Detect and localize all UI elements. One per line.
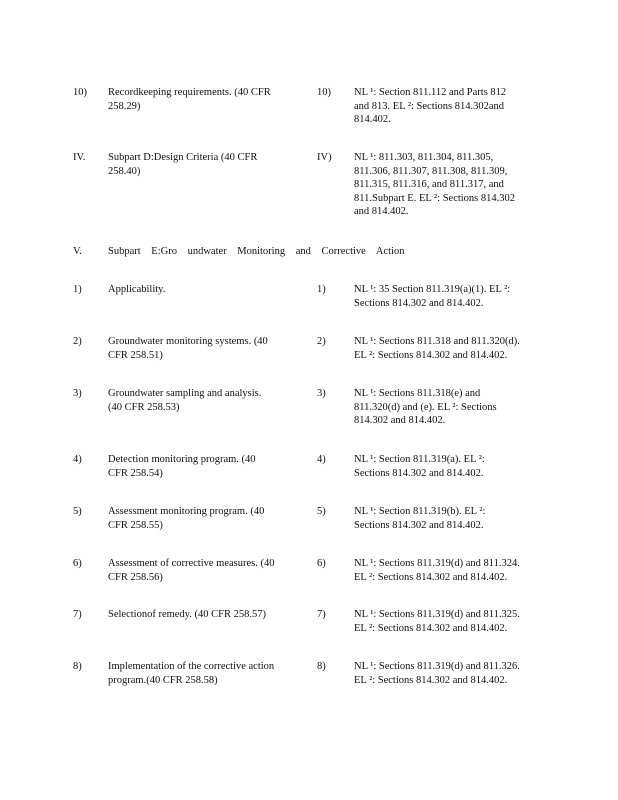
- item-description: [108, 557, 296, 584]
- item-reference: [354, 387, 536, 428]
- reference-number: 2): [317, 336, 326, 347]
- item-description: [108, 387, 296, 414]
- reference-line: NL ¹: Sections 811.319(d) and 811.326.: [354, 661, 520, 672]
- reference-line: Sections 814.302 and 814.402.: [354, 519, 484, 531]
- description-line: CFR 258.55): [108, 519, 163, 531]
- description-line: Recordkeeping requirements. (40 CFR: [108, 87, 271, 98]
- item-description: [108, 151, 296, 178]
- description-line: 258.29): [108, 100, 141, 112]
- description-line: Groundwater monitoring systems. (40: [108, 336, 268, 347]
- reference-line: 811.320(d) and (e). EL ²: Sections: [354, 401, 497, 413]
- description-line: CFR 258.54): [108, 467, 163, 479]
- description-line: program.(40 CFR 258.58): [108, 674, 218, 686]
- reference-number: 3): [317, 388, 326, 399]
- item-number: 5): [73, 506, 82, 517]
- reference-number: 10): [317, 87, 331, 98]
- description-line: (40 CFR 258.53): [108, 401, 180, 413]
- item-number: 1): [73, 284, 82, 295]
- description-line: Groundwater sampling and analysis.: [108, 388, 262, 399]
- reference-line: 811.315, 811.316, and 811.317, and: [354, 179, 504, 190]
- reference-line: NL ¹: 35 Section 811.319(a)(1). EL ²:: [354, 284, 511, 295]
- reference-line: 811.306, 811.307, 811.308, 811.309,: [354, 165, 508, 177]
- item-reference: [354, 505, 536, 532]
- description-line: Detection monitoring program. (40: [108, 454, 256, 465]
- reference-line: EL ²: Sections 814.302 and 814.402.: [354, 622, 508, 634]
- item-number: IV.: [73, 152, 86, 163]
- item-reference: [354, 151, 536, 219]
- item-description: [108, 660, 296, 687]
- item-description: [108, 283, 296, 297]
- description-line: 258.40): [108, 165, 141, 177]
- reference-line: 811.Subpart E. EL ²: Sections 814.302: [354, 192, 516, 204]
- reference-number: 6): [317, 558, 326, 569]
- reference-line: and 813. EL ²: Sections 814.302and: [354, 100, 505, 112]
- description-line: Selectionof remedy. (40 CFR 258.57): [108, 609, 266, 620]
- reference-number: 1): [317, 284, 326, 295]
- reference-line: NL ¹: 811.303, 811.304, 811.305,: [354, 152, 494, 163]
- item-description: [108, 335, 296, 362]
- reference-number: 4): [317, 454, 326, 465]
- reference-line: EL ²: Sections 814.302 and 814.402.: [354, 349, 508, 361]
- item-description: [108, 608, 296, 622]
- item-number: V.: [73, 246, 82, 257]
- item-description: [108, 453, 296, 480]
- item-description: [108, 505, 296, 532]
- item-description: [108, 86, 296, 113]
- reference-line: Sections 814.302 and 814.402.: [354, 467, 484, 479]
- reference-line: NL ¹: Sections 811.319(d) and 811.325.: [354, 609, 520, 620]
- reference-line: NL ¹: Sections 811.319(d) and 811.324.: [354, 558, 520, 569]
- item-reference: [354, 453, 536, 480]
- description-line: Subpart D:Design Criteria (40 CFR: [108, 152, 258, 163]
- item-reference: [354, 283, 536, 310]
- reference-line: NL ¹: Section 811.319(a). EL ²:: [354, 454, 485, 465]
- description-line: Applicability.: [108, 284, 166, 295]
- reference-line: 814.302 and 814.402.: [354, 415, 446, 426]
- description-line: CFR 258.51): [108, 349, 163, 361]
- description-line: Assessment of corrective measures. (40: [108, 558, 275, 569]
- item-number: 4): [73, 454, 82, 465]
- reference-line: NL ¹: Section 811.319(b). EL ²:: [354, 506, 486, 517]
- item-reference: [354, 557, 536, 584]
- item-number: 6): [73, 558, 82, 569]
- item-reference: [354, 86, 536, 127]
- reference-line: NL ¹: Sections 811.318 and 811.320(d).: [354, 336, 520, 347]
- item-reference: [354, 608, 536, 635]
- item-reference: [354, 660, 536, 687]
- item-number: 7): [73, 609, 82, 620]
- reference-number: 8): [317, 661, 326, 672]
- reference-number: IV): [317, 152, 332, 163]
- reference-line: NL ¹: Section 811.112 and Parts 812: [354, 87, 507, 98]
- description-line: Assessment monitoring program. (40: [108, 506, 265, 517]
- description-line: Implementation of the corrective action: [108, 661, 275, 672]
- description-line: CFR 258.56): [108, 571, 163, 583]
- item-number: 10): [73, 87, 87, 98]
- reference-line: EL ²: Sections 814.302 and 814.402.: [354, 571, 508, 583]
- reference-line: 814.402.: [354, 114, 391, 125]
- reference-line: Sections 814.302 and 814.402.: [354, 297, 484, 309]
- item-reference: [354, 335, 536, 362]
- item-number: 2): [73, 336, 82, 347]
- reference-line: and 814.402.: [354, 206, 409, 217]
- reference-number: 7): [317, 609, 326, 620]
- reference-line: EL ²: Sections 814.302 and 814.402.: [354, 674, 508, 686]
- section-heading: Subpart E:Gro undwater Monitoring and Corrective Action: [108, 246, 405, 257]
- item-number: 8): [73, 661, 82, 672]
- reference-number: 5): [317, 506, 326, 517]
- reference-line: NL ¹: Sections 811.318(e) and: [354, 388, 481, 399]
- item-number: 3): [73, 388, 82, 399]
